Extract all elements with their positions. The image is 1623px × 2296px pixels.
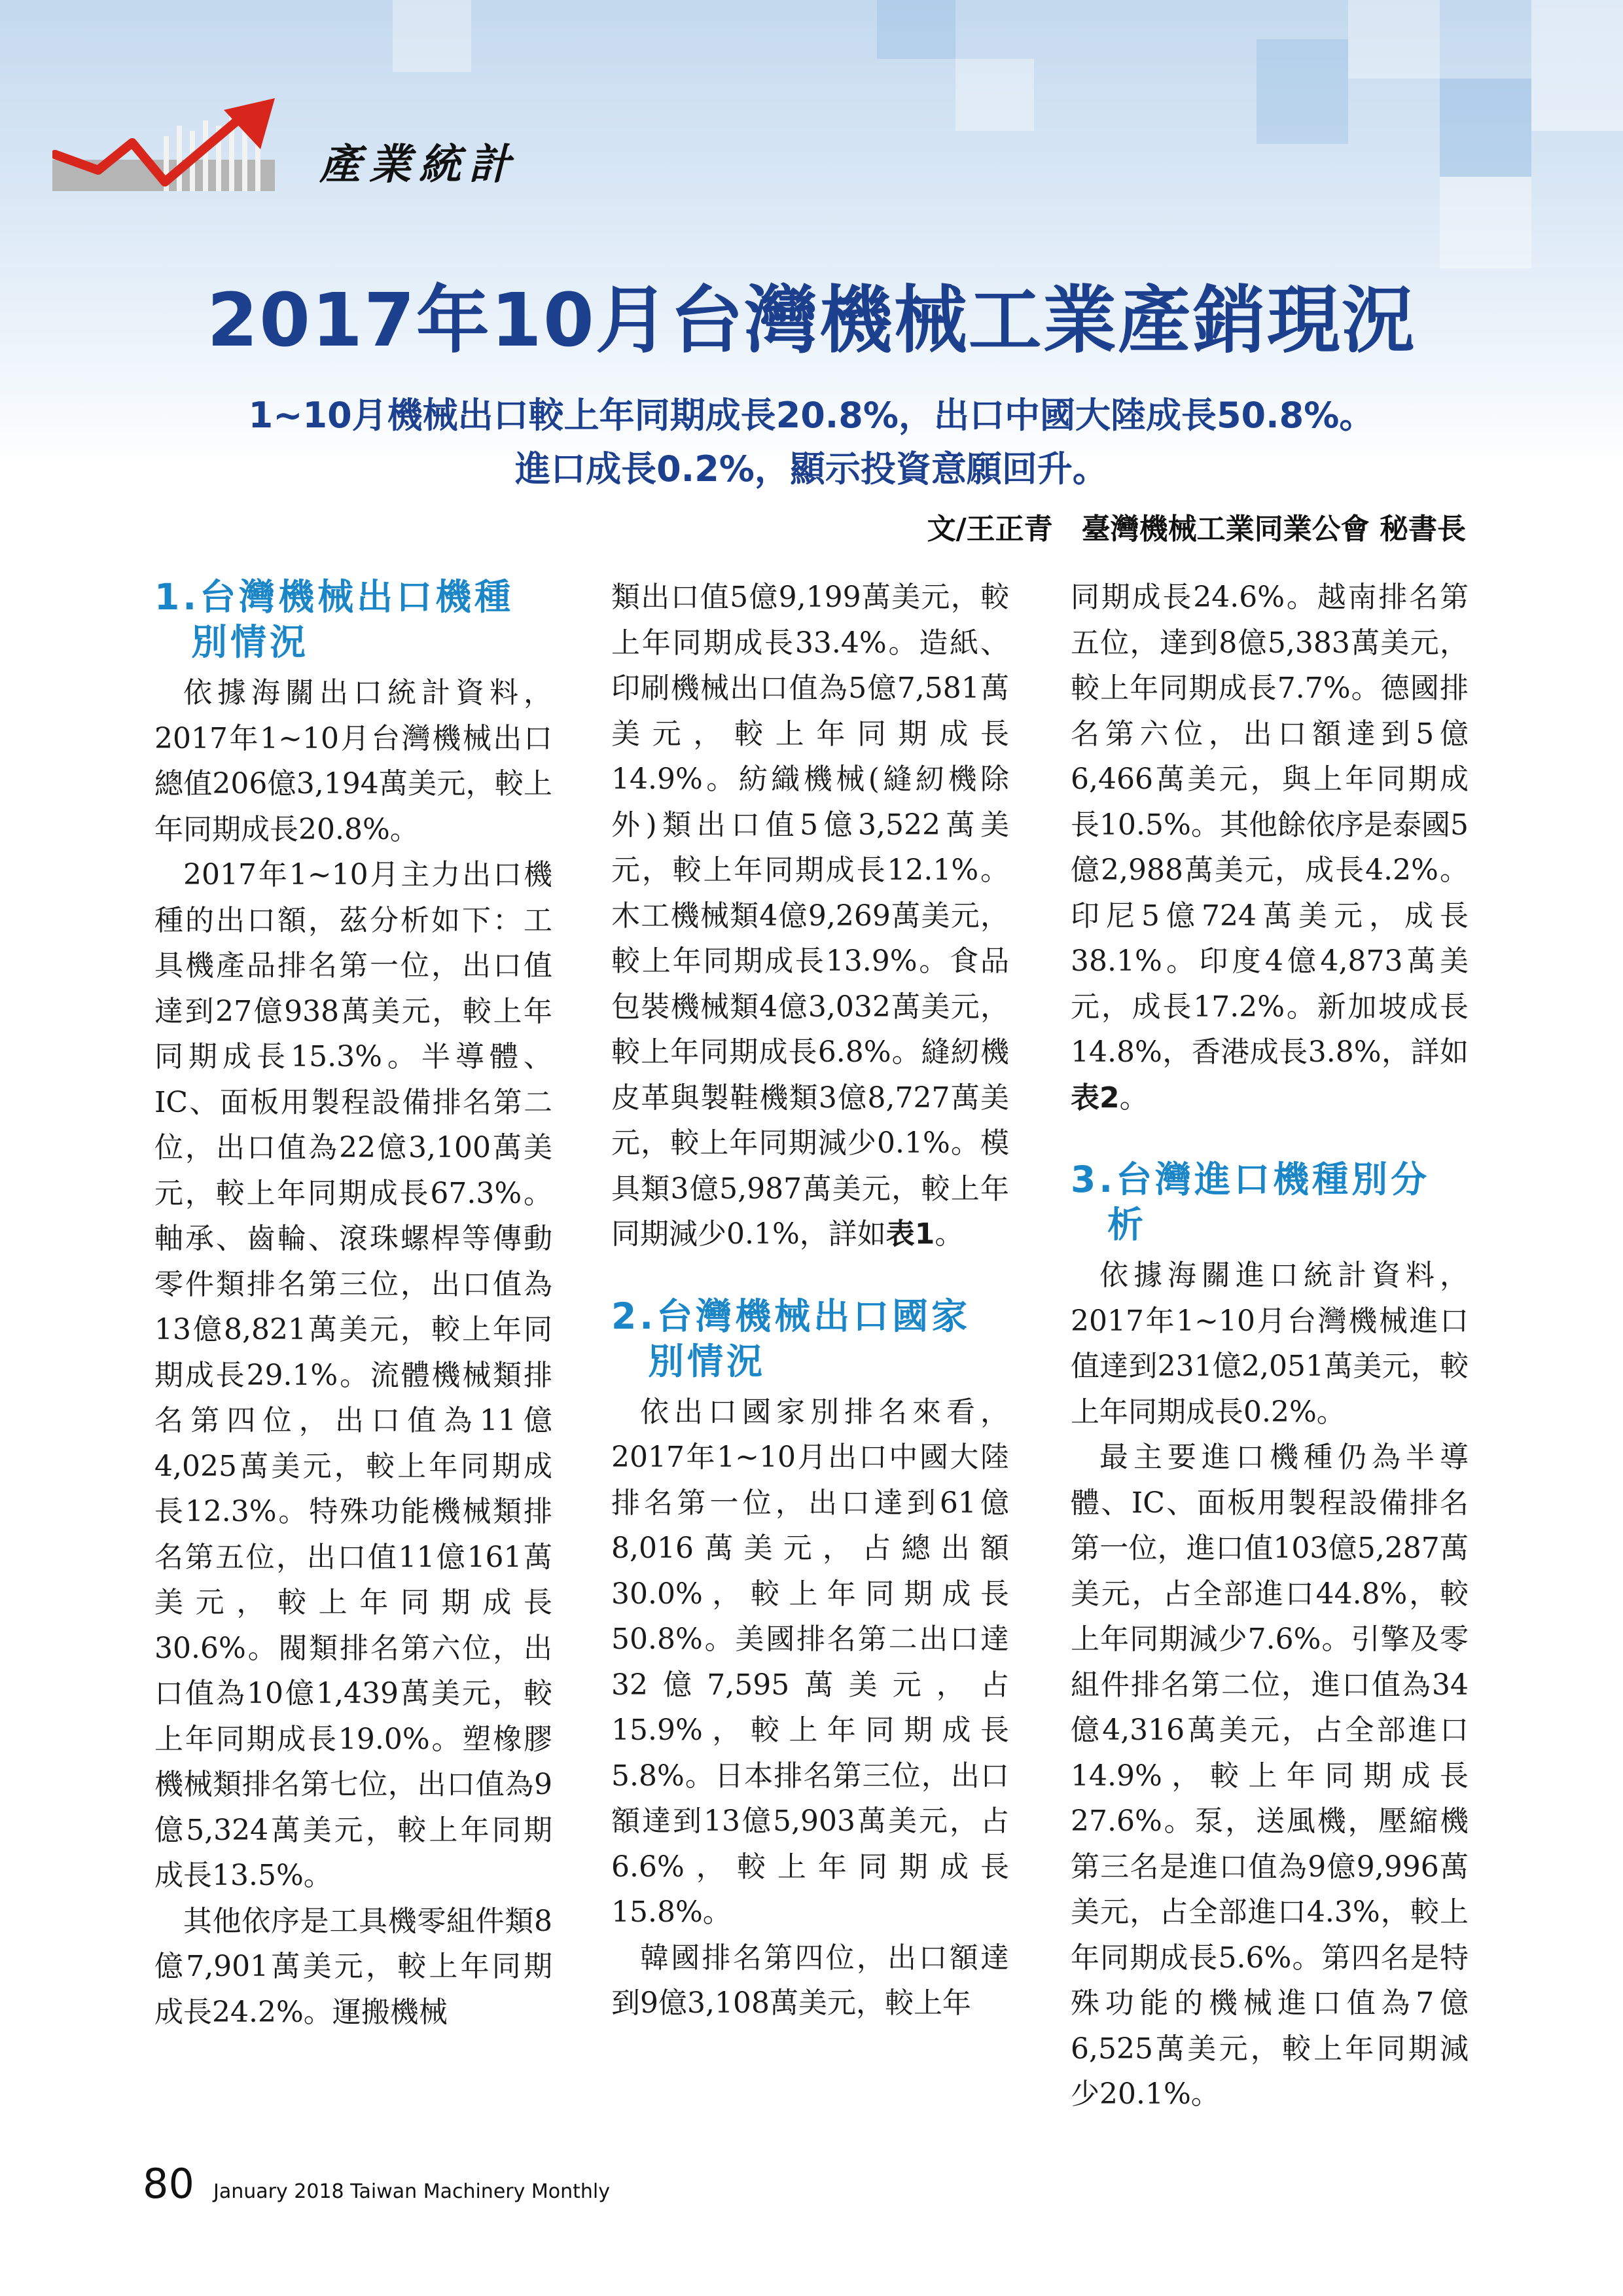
page-number: 80 — [143, 2160, 194, 2208]
article-column-1 — [154, 575, 552, 2035]
decor-tile — [955, 59, 1034, 131]
decor-tile — [1440, 79, 1531, 177]
publication-info: January 2018 Taiwan Machinery Monthly — [213, 2180, 611, 2203]
article-title: 2017年10月台灣機械工業產銷現況 — [207, 278, 1416, 363]
paragraph: 依出口國家別排名來看，2017年1~10月出口中國大陸排名第一位，出口達到61億8,016萬美元，占總出額30.0%，較上年同期成長50.8%。美國排名第二出口達32億7,595萬美元，占15.9%，較上年同期成長5.8%。日本排名第三位，出口額達到13億5,903萬美元，占6.6%，較上年同期成長15.8%。 — [611, 1395, 1009, 1929]
page-footer — [143, 2160, 610, 2208]
paragraph: 韓國排名第四位，出口額達到9億3,108萬美元，較上年 — [611, 1941, 1009, 2020]
section-heading-1: 1.台灣機械出口機種別情況 — [154, 576, 514, 663]
paragraph: 最主要進口機種仍為半導體、IC、面板用製程設備排名第一位，進口值103億5,287萬美元，占全部進口44.8%，較上年同期減少7.6%。引擎及零組件排名第二位，進口值為34億4,316萬美元，占全部進口14.9%，較上年同期成長27.6%。泵，送風機，壓縮機第三名是進口值為9億9,996萬美元，占全部進口4.3%，較上年同期成長5.6%。第四名是特殊功能的機械進口值為7億6,525萬美元，較上年同期減少20.1%。 — [1071, 1441, 1469, 2111]
decor-tile — [1257, 39, 1348, 144]
table-reference: 表1 — [885, 1217, 935, 1251]
article-column-2 — [611, 575, 1009, 2026]
table-reference: 表2 — [1071, 1081, 1120, 1115]
decor-tile — [1440, 177, 1531, 268]
article-subtitle-line2: 進口成長0.2%，顯示投資意願回升。 — [515, 448, 1108, 490]
paragraph — [1071, 575, 1469, 1121]
section-heading-3: 3.台灣進口機種別分析 — [1071, 1158, 1431, 1246]
paragraph: 2017年1~10月主力出口機種的出口額，茲分析如下：工具機產品排名第一位，出口值達到27億938萬美元，較上年同期成長15.3%。半導體、IC、面板用製程設備排名第二位，出口值為22億3,100萬美元，較上年同期成長67.3%。軸承、齒輪、滾珠螺桿等傳動零件類排名第三位，出口值為13億8,821萬美元，較上年同期成長29.1%。流體機械類排名第四位，出口值為11億4,025萬美元，較上年同期成長12.3%。特殊功能機械類排名第五位，出口值11億161萬美元，較上年同期成長30.6%。閥類排名第六位，出口值為10億1,439萬美元，較上年同期成長19.0%。塑橡膠機械類排名第七位，出口值為9億5,324萬美元，較上年同期成長13.5%。 — [154, 858, 552, 1892]
section-label: 產業統計 — [319, 140, 518, 189]
paragraph-text: 同期成長24.6%。越南排名第五位，達到8億5,383萬美元，較上年同期成長7.7%。德國排名第六位，出口額達到5億6,466萬美元，與上年同期成長10.5%。其他餘依序是泰國5億2,988萬美元，成長4.2%。印尼5億724萬美元，成長38.1%。印度4億4,873萬美元，成長17.2%。新加坡成長14.8%，香港成長3.8%，詳如 — [1071, 581, 1469, 1069]
paragraph: 依據海關進口統計資料，2017年1~10月台灣機械進口值達到231億2,051萬美元，較上年同期成長0.2%。 — [1071, 1259, 1469, 1429]
paragraph: 依據海關出口統計資料，2017年1~10月台灣機械出口總值206億3,194萬美元，較上年同期成長20.8%。 — [154, 676, 552, 846]
decor-tile — [1348, 0, 1440, 79]
author-byline: 文/王正青 臺灣機械工業同業公會 秘書長 — [927, 512, 1466, 546]
paragraph-text: 類出口值5億9,199萬美元，較上年同期成長33.4%。造紙、印刷機械出口值為5億7,581萬美元，較上年同期成長14.9%。紡織機械(縫紉機除外)類出口值5億3,522萬美元，較上年同期成長12.1%。木工機械類4億9,269萬美元，較上年同期成長13.9%。食品包裝機械類4億3,032萬美元，較上年同期成長6.8%。縫紉機皮革與製鞋機類3億8,727萬美元，較上年同期減少0.1%。模具類3億5,987萬美元，較上年同期減少0.1%，詳如 — [611, 581, 1009, 1251]
article-column-3 — [1071, 575, 1469, 2117]
decor-tile — [877, 0, 955, 59]
decor-tile — [1531, 0, 1623, 131]
article-subtitle-line1: 1~10月機械出口較上年同期成長20.8%，出口中國大陸成長50.8%。 — [248, 395, 1375, 436]
paragraph — [611, 575, 1009, 1257]
section-heading-2: 2.台灣機械出口國家別情況 — [611, 1295, 971, 1382]
paragraph: 其他依序是工具機零組件類8億7,901萬美元，較上年同期成長24.2%。運搬機械 — [154, 1904, 552, 2029]
rising-arrow-chart-icon — [52, 97, 288, 202]
decor-tile — [393, 0, 471, 72]
paragraph-end: 。 — [935, 1217, 964, 1251]
paragraph-end: 。 — [1119, 1081, 1149, 1115]
